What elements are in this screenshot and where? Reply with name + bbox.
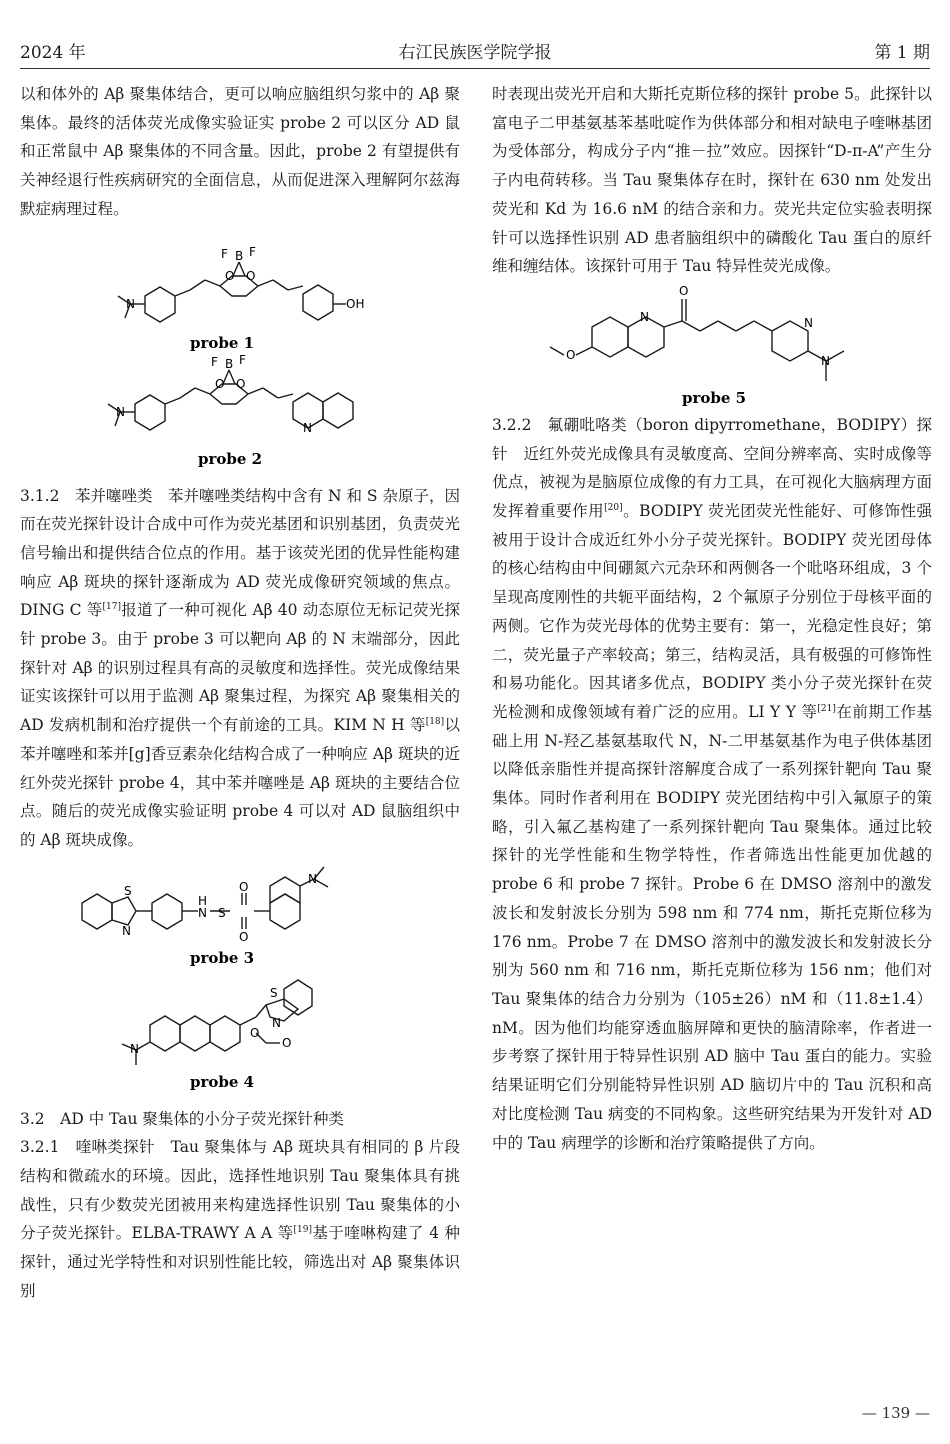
header-journal-title: 右江民族医学院学报 [398, 43, 552, 63]
nitrogen-label: N [308, 871, 317, 886]
sulfur-label: S [218, 905, 226, 920]
probe-2-label: probe 2 [198, 449, 263, 468]
nitrogen-label: N [130, 1041, 139, 1056]
intro-paragraph: 以和体外的 Aβ 聚集体结合，更可以响应脑组织匀浆中的 Aβ 聚集体。最终的活体荧光成像实验证实 probe 2 可以区分 AD 鼠和正常鼠中 Aβ 聚集体的不同含量。因此，probe 2 有望提供有关神经退行性疾病研究的全面信息，从而促进深入理解阿尔兹海默症病理过程。 [20, 85, 460, 218]
section-3-2-1-heading: 3.2.1 喹啉类探针 [20, 1138, 155, 1157]
continued-paragraph: 时表现出荧光开启和大斯托克斯位移的探针 probe 5。此探针以富电子二甲基氨基苯基吡啶作为供体部分和相对缺电子喹啉基团为受体部分，构成分子内“推－拉”效应。因探针“D-π-A”产生分子内电荷转移。当 Tau 聚集体存在时，探针在 630 nm 处发出荧光和 Kd 为 16.6 nM 的结合亲和力。荧光共定位实验表明探针可以选择性识别 AD 患者脑组织中的磷酸化 Tau 蛋白的原纤维和缠结体。该探针可用于 Tau 特异性荧光成像。 [492, 85, 932, 276]
section-3-1-2-heading: 3.1.2 苯并噻唑类 [20, 486, 153, 505]
oxygen-label: O [239, 879, 249, 894]
header-issue: 第 1 期 [874, 43, 930, 63]
header-rule [20, 68, 930, 69]
fluorine-label: F [249, 244, 256, 259]
oxygen-label: O [225, 268, 235, 283]
nitrogen-label: N [640, 309, 649, 324]
citation-20: [20] [604, 502, 623, 513]
probe-4-label: probe 4 [190, 1072, 255, 1091]
boron-label: B [225, 356, 234, 371]
oxygen-label: O [215, 376, 225, 391]
nitrogen-label: N [272, 1015, 281, 1030]
left-column [20, 80, 460, 1306]
probe-1-label: probe 1 [190, 333, 255, 352]
running-header [20, 38, 930, 68]
nitrogen-label: N [303, 420, 312, 435]
section-3-2-2-heading: 3.2.2 氟硼吡咯类（boron dipyrromethane，BODIPY）探针 [492, 415, 932, 463]
section-3-2-heading: 3.2 AD 中 Tau 聚集体的小分子荧光探针种类 [20, 1109, 344, 1128]
figure-probe-1-2 [90, 224, 390, 482]
oxygen-label: O [566, 347, 576, 362]
right-column [492, 80, 932, 1157]
nitrogen-label: N [126, 296, 135, 311]
citation-21: [21] [817, 703, 836, 714]
section-3-2-1: 3.2.1 喹啉类探针 Tau 聚集体与 Aβ 斑块具有相同的 β 片段结构和微疏水的环境。因此，选择性地识别 Tau 聚集体具有挑战性，只有少数荧光团被用来构建选择性识别 Tau 聚集体的小分子荧光探针。ELBA-TRAWY A A 等[19]基于喹啉构建了 4 种探针，通过光学特性和对识别性能比较，筛选出对 Aβ 聚集体识别 [20, 1138, 460, 1300]
citation-17: [17] [102, 602, 121, 613]
citation-18: [18] [425, 716, 445, 727]
fluorine-label: F [239, 352, 246, 367]
citation-19: [19] [293, 1225, 312, 1236]
probe-3-label: probe 3 [190, 948, 255, 967]
hydroxyl-label: OH [346, 296, 365, 311]
nitrogen-label: N [198, 905, 207, 920]
oxygen-label: O [250, 1025, 260, 1040]
fluorine-label: F [211, 354, 218, 369]
sulfur-label: S [270, 985, 278, 1000]
nitrogen-label: N [821, 353, 830, 368]
section-3-1-2: 3.1.2 苯并噻唑类 苯并噻唑类结构中含有 N 和 S 杂原子，因而在荧光探针设计合成中可作为荧光基团和识别基团，负责荧光信号输出和提供结合位点的作用。基于该荧光团的优异性能构建响应 Aβ 斑块的探针逐渐成为 AD 荧光成像研究领域的焦点。DING C 等[17]报道了一种可视化 Aβ 40 动态原位无标记荧光探针 probe 3。由于 probe 3 可以靶向 Aβ 的 N 末端部分，因此探针对 Aβ 的识别过程具有高的灵敏度和选择性。荧光成像结果证实该探针可以用于监测 Aβ 聚集过程，为探究 Aβ 聚集相关的 AD 发病机制和治疗提供一个有前途的工具。KIM N H 等[18]以苯并噻唑和苯并[g]香豆素杂化结构合成了一种响应 Aβ 斑块的近红外荧光探针 probe 4，其中苯并噻唑是 Aβ 斑块的主要结合位点。随后的荧光成像实验证明 probe 4 可以对 AD 鼠脑组织中的 Aβ 斑块成像。 [20, 486, 460, 849]
header-year: 2024 年 [20, 43, 86, 63]
hydrogen-label: H [198, 893, 208, 908]
nitrogen-label: N [122, 923, 131, 938]
page-number: — 139 — [861, 1404, 930, 1422]
nitrogen-label: N [804, 315, 813, 330]
figure-probe-5 [532, 281, 892, 411]
figure-probe-3-4 [70, 855, 410, 1105]
section-3-2-2: 3.2.2 氟硼吡咯类（boron dipyrromethane，BODIPY）探针 近红外荧光成像具有灵敏度高、空间分辨率高、实时成像等优点，被视为是脑原位成像的有力工具，在可视化大脑病理方面发挥着重要作用[20]。BODIPY 荧光团荧光性能好、可修饰性强被用于设计合成近红外小分子荧光探针。BODIPY 荧光团母体的核心结构由中间硼氮六元杂环和两侧各一个吡咯环组成，3 个呈现高度刚性的共轭平面结构，2 个氟原子分别位于母核平面的两侧。它作为荧光母体的优势主要有：第一，光稳定性良好；第二，荧光量子产率较高；第三，结构灵活，具有极强的可修饰性和易功能化。因其诸多优点，BODIPY 类小分子荧光探针在荧光检测和成像领域有着广泛的应用。LI Y Y 等[21]在前期工作基础上用 N-羟乙基氨基取代 N，N-二甲基氨基作为电子供体基团以降低亲脂性并提高探针溶解度合成了一系列探针靶向 Tau 聚集体。同时作者利用在 BODIPY 荧光团结构中引入氟原子的策略，引入氟乙基构建了一系列探针靶向 Tau 聚集体。通过比较探针的光学性能和生物学特性，作者筛选出性能更加优越的 probe 6 和 probe 7 探针。Probe 6 在 DMSO 溶剂中的激发波长和发射波长分别为 598 nm 和 774 nm，斯托克斯位移为 176 nm。Probe 7 在 DMSO 溶剂中的激发波长和发射波长分别为 560 nm 和 716 nm，斯托克斯位移为 156 nm；他们对 Tau 聚集体的结合力分别为（105±26）nM 和（11.8±1.4）nM。因为他们均能穿透血脑屏障和更快的脑清除率，作者进一步考察了探针用于特异性识别 AD 脑中 Tau 蛋白的能力。实验结果证明它们分别能特异性识别 AD 脑切片中的 Tau 沉积和高对比度检测 Tau 病变的不同构象。这些研究结果为开发针对 AD 中的 Tau 病理学的诊断和治疗策略提供了方向。 [492, 415, 932, 1152]
oxygen-label: O [282, 1035, 292, 1050]
oxygen-label: O [679, 283, 689, 298]
oxygen-label: O [246, 268, 256, 283]
fluorine-label: F [221, 246, 228, 261]
oxygen-label: O [236, 376, 246, 391]
oxygen-label: O [239, 929, 249, 944]
probe-5-label: probe 5 [682, 388, 747, 407]
boron-label: B [235, 248, 244, 263]
sulfur-label: S [124, 883, 132, 898]
nitrogen-label: N [116, 404, 125, 419]
